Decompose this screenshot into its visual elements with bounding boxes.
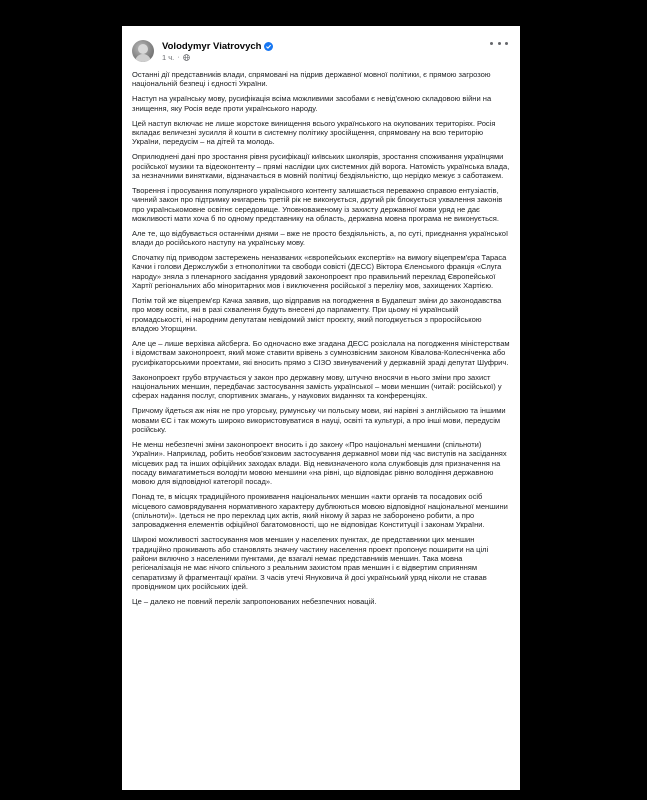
post-paragraph: Потім той же віцепрем'єр Качка заявив, що відправив на погодження в Будапешт зміни до законодавства про мову освіти, які в разі схвалення будуть внесені до парламенту. При цьому ні українській громадськості, ні народним депутатам невідомий зміст проєкту, який погоджується з проросійською владою Угорщини. <box>132 296 502 334</box>
globe-icon[interactable] <box>183 54 190 61</box>
post-paragraph: Цей наступ включає не лише жорстоке винищення всього українського на окупованих територіях. Росія вкладає величезні зусилля й кошти в системну політику зросійщення, спрямовану на всю територію України, передусім – на дітей та молодь. <box>132 118 496 147</box>
post-paragraph: Спочатку під приводом застережень неназваних «європейських експертів» на вимогу віцепрем'єра Тараса Качки і голови Держслужби з етнополітики та свободи совісті (ДЕСС) Віктора Єленського фракція «Слуга народу» зняла з пленарного засідання урядовий законопроект про правильний переклад Європейської Хартії регіональних або міноритарних мов і виключення російської з переліку мов, захищених Хартією. <box>132 253 507 291</box>
post-body <box>132 70 510 606</box>
post-paragraph: Але це – лише верхівка айсберга. Бо одночасно вже згадана ДЕСС розіслала на погодження міністерствам і відомствам законопроект, який може ставити врівень з сумнозвісним законом Ківалова-Колесніченка або русифікаторськими проектами, які вносить прямо з СІЗО звинувачений у державній зраді депутат Шуфрич. <box>132 339 510 367</box>
author-row <box>162 41 273 52</box>
post-timestamp[interactable]: 1 ч. <box>162 52 175 62</box>
post-header <box>132 34 510 68</box>
post-paragraph: Причому йдеться аж ніяк не про угорську, румунську чи польську мови, які нарівні з англійською та іншими мовами ЄС і так можуть широко використовуватися в науці, освіті та культурі, а про інші мови, передусім російську. <box>132 406 506 434</box>
post-subline <box>162 53 273 62</box>
post-paragraph: Останні дії представників влади, спрямовані на підрив державної мовної політики, є прямою загрозою національній безпеці і єдності України. <box>132 70 491 89</box>
avatar-body-shape <box>135 54 151 62</box>
author-avatar[interactable] <box>132 40 154 62</box>
verified-badge-icon <box>264 42 273 51</box>
post-paragraph: Не менш небезпечні зміни законопроект вносить і до закону «Про національні меншини (спільноти) України». Наприклад, робить необов'язковим застосування державної мови під час виступів на засіданнях місцевих рад та інших офіційних заходах влади. Від невизначеного кола службовців для призначення на посаду вимагатиметься володіти мовою меншини «на рівні, що відповідає рівню володіння державною мовою для відповідної категорії посад». <box>132 439 507 487</box>
more-options-icon[interactable] <box>490 37 508 49</box>
post-paragraph: Це – далеко не повний перелік запропонованих небезпечних новацій. <box>132 596 377 606</box>
avatar-head-shape <box>138 44 148 54</box>
post-paragraph: Творення і просування популярного українського контенту залишається переважно справою ентузіастів, чинний закон про підтримку книгарень третій рік не виконується, другий рік блокується ухвалення законів про українськомовне освітнє середовище. Уповноваженому із захисту державної мови уряд не дає можливості мати хоча б по одному представнику на область, державна мовна програма не виконується. <box>132 185 503 223</box>
post-meta <box>162 41 273 62</box>
post-paragraph: Але те, що відбувається останніми днями – вже не просто бездіяльність, а, по суті, приєднання української влади до російського наступу на українську мову. <box>132 228 509 248</box>
post-paragraph: Законопроект грубо втручається у закон про державну мову, штучно вносячи в нього зміни про захист національних меншин, передбачає застосування замість української – мови меншин (читай: російської) у сферах надання послуг, спортивних змагань, у наукових виданнях та конференціях. <box>132 372 502 401</box>
separator-dot: · <box>177 53 180 61</box>
post-paragraph: Понад те, в місцях традиційного проживання національних меншин «акти органів та посадових осіб місцевого самоврядування нормативного характеру дублюються мовою відповідної національної меншини (спільноти)». Ідеться не про переклад цих актів, який нікому й зараз не заборонено робити, а про запровадження елементів офіційної багатомовності, що не відповідає Конституції і законам України. <box>132 492 508 530</box>
facebook-post-card <box>122 26 520 790</box>
post-paragraph: Оприлюднені дані про зростання рівня русифікації київських школярів, зростання споживання українцями російської музики та відеоконтенту – прямі наслідки цих системних дій ворога. Натомість українська влада, за незначними винятками, відзначається в мовній політиці бездіяльністю, що нерідко межує з саботажем. <box>132 152 510 180</box>
post-paragraph: Широкі можливості застосування мов меншин у населених пунктах, де представники цих меншин традиційно проживають або становлять значну частину населення проект пропонує поширити на цілі райони включно з населеними пунктами, де взагалі немає представників меншин. Така мовна регіоналізація не має нічого спільного з реальним захистом прав меншин і є відвертим сприянням сепаратизму й фрагментації країни. З часів утечі Януковича й досі український уряд ніколи не ставав провідником цих російських ідей. <box>132 535 489 591</box>
author-name[interactable]: Volodymyr Viatrovych <box>162 40 262 52</box>
post-paragraph: Наступ на українську мову, русифікація всіма можливими засобами є невід'ємною складовою війни на знищення, яку Росія веде проти українського народу. <box>132 94 492 113</box>
